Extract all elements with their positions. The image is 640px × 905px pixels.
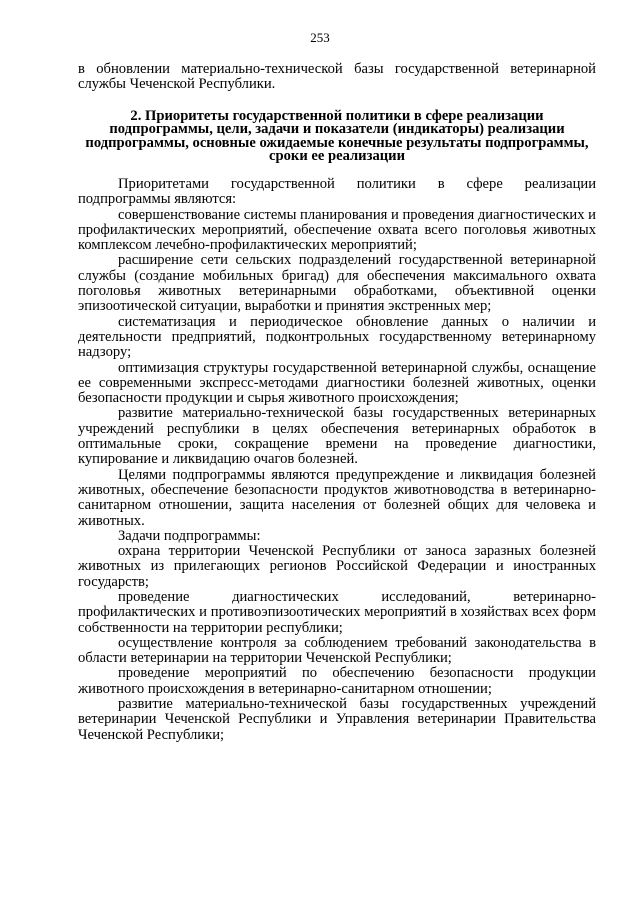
paragraph-tasks-title: Задачи подпрограммы: <box>118 527 261 544</box>
list-item: развитие материально-технической базы государственных ветеринарных учреждений республики в целях обеспечения ветеринарных обработок в оптимальные сроки, сокращение времени на проведение диагностики, купирование и ликвидацию очагов болезней. <box>78 405 596 468</box>
page-body <box>78 62 596 743</box>
paragraph-goals: Целями подпрограммы являются предупреждение и ликвидация болезней животных, обеспечение безопасности продуктов животноводства в ветеринарно-санитарном отношении, защита населения от болезней общих для человека и животных. <box>78 466 596 529</box>
section-heading: 2. Приоритеты государственной политики в сфере реализации подпрограммы, цели, задачи и показатели (индикаторы) реализации подпрограммы, основные ожидаемые конечные результаты подпрограммы, сроки ее реализации <box>85 107 589 165</box>
list-item: проведение диагностических исследований, ветеринарно-профилактических и противоэпизоотических мероприятий в хозяйствах всех форм собственности на территории республики; <box>78 588 596 636</box>
list-item: совершенствование системы планирования и проведения диагностических и профилактических мероприятий, обеспечение охвата всего поголовья животных комплексом лечебно-профилактических мероприятий; <box>78 206 596 254</box>
list-item: развитие материально-технической базы государственных учреждений ветеринарии Чеченской Республики и Управления ветеринарии Правительства Чеченской Республики; <box>78 696 596 743</box>
intro-paragraph: в обновлении материально-технической базы государственной ветеринарной службы Чеченской Республики. <box>78 61 596 93</box>
list-item: проведение мероприятий по обеспечению безопасности продукции животного происхождения в ветеринарно-санитарном отношении; <box>78 665 596 697</box>
list-item: осуществление контроля за соблюдением требований законодательства в области ветеринарии на территории Чеченской Республики; <box>78 634 596 667</box>
list-item: оптимизация структуры государственной ветеринарной службы, оснащение ее современными экспресс-методами диагностики болезней животных, оценки безопасности продукции и сырья животного происхождения; <box>78 359 596 407</box>
list-item: систематизация и периодическое обновление данных о наличии и деятельности предприятий, подконтрольных государственному ветеринарному надзору; <box>78 313 596 361</box>
list-item: расширение сети сельских подразделений государственной ветеринарной службы (создание мобильных бригад) для обеспечения максимального охвата поголовья животных ветеринарными обработками, объективной оценки эпизоотической ситуации, выработки и принятия экстренных мер; <box>78 252 596 315</box>
paragraph-priorities: Приоритетами государственной политики в сфере реализации подпрограммы являются: <box>78 175 596 208</box>
page-number: 253 <box>310 30 330 45</box>
list-item: охрана территории Чеченской Республики от заноса заразных болезней животных из прилегающих регионов Российской Федерации и иностранных государств; <box>78 543 596 590</box>
